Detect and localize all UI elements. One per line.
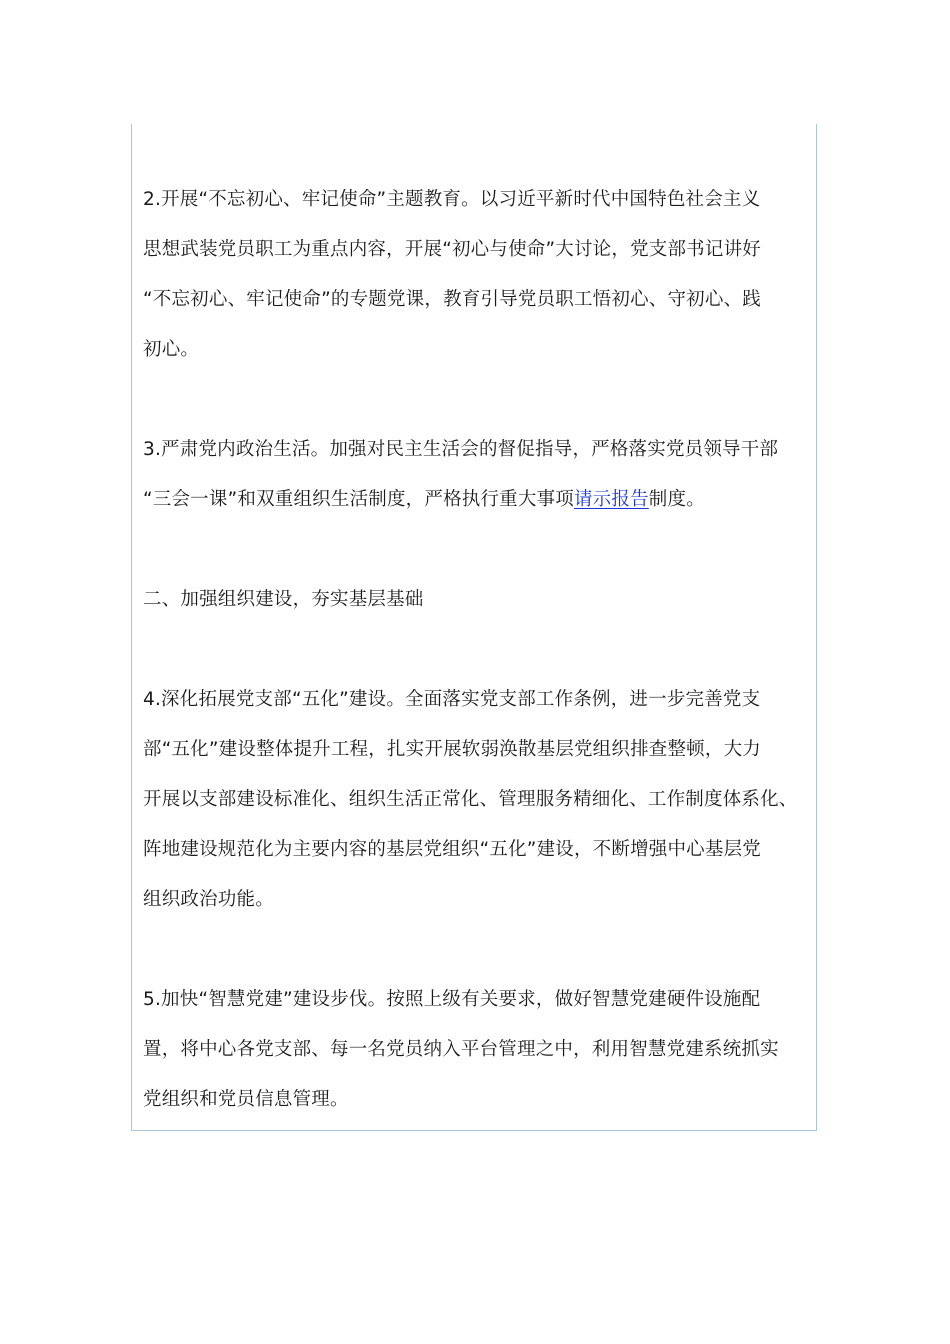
text-line: 开展以支部建设标准化、组织生活正常化、管理服务精细化、工作制度体系化、 (143, 789, 798, 810)
text-line-with-link (143, 475, 807, 525)
text-line: 3.严肃党内政治生活。加强对民主生活会的督促指导，严格落实党员领导干部 (143, 439, 779, 460)
text-line: 阵地建设规范化为主要内容的基层党组织“五化”建设，不断增强中心基层党 (143, 839, 761, 860)
text-line: 部“五化”建设整体提升工程，扎实开展软弱涣散基层党组织排查整顿，大力 (143, 739, 761, 760)
text-segment: “三会一课”和双重组织生活制度，严格执行重大事项 (143, 489, 574, 510)
text-line: 初心。 (143, 339, 200, 360)
text-line: 思想武装党员职工为重点内容，开展“初心与使命”大讨论，党支部书记讲好 (143, 239, 761, 260)
paragraph-item-5 (143, 975, 807, 1125)
text-line: 党组织和党员信息管理。 (143, 1089, 349, 1110)
text-line: 5.加快“智慧党建”建设步伐。按照上级有关要求，做好智慧党建硬件设施配 (143, 989, 761, 1010)
paragraph-item-4 (143, 675, 807, 925)
paragraph-item-2 (143, 175, 807, 375)
text-line: 组织政治功能。 (143, 889, 274, 910)
report-request-link[interactable]: 请示报告 (573, 489, 649, 510)
paragraph-item-3 (143, 425, 807, 525)
text-segment: 制度。 (648, 489, 705, 510)
text-line: “不忘初心、牢记使命”的专题党课，教育引导党员职工悟初心、守初心、践 (143, 289, 761, 310)
section-heading-text: 二、加强组织建设，夯实基层基础 (143, 589, 424, 610)
text-line: 置，将中心各党支部、每一名党员纳入平台管理之中，利用智慧党建系统抓实 (143, 1039, 779, 1060)
text-line: 2.开展“不忘初心、牢记使命”主题教育。以习近平新时代中国特色社会主义 (143, 189, 761, 210)
text-line: 4.深化拓展党支部“五化”建设。全面落实党支部工作条例，进一步完善党支 (143, 689, 761, 710)
section-heading-2 (143, 575, 807, 625)
